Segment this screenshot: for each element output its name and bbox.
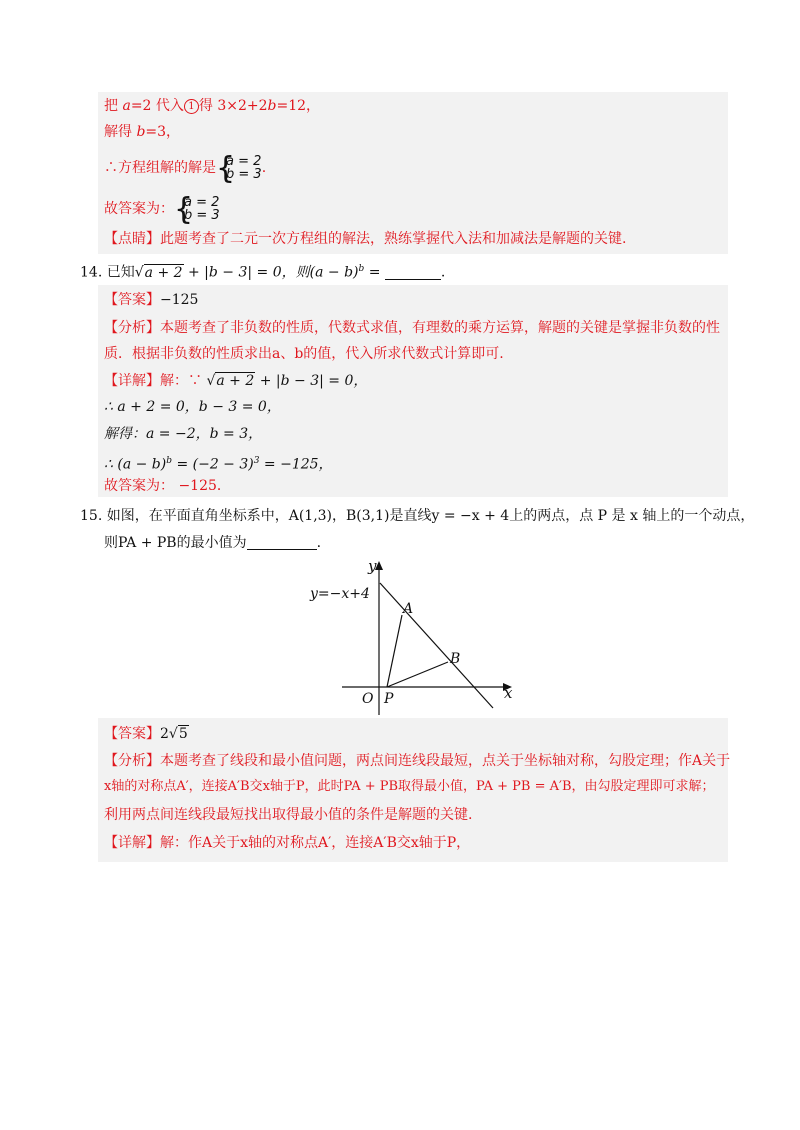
segment-PA <box>387 615 402 687</box>
origin-label: O <box>362 691 374 707</box>
block13-line2: 解得 b=3， <box>104 124 181 140</box>
question-15-line1: 15. 如图，在平面直角坐标系中，A(1,3)，B(3,1)是直线y = −x + 4上的两点，点 P 是 x 轴上的一个动点， <box>80 508 755 524</box>
y-axis-label: y <box>368 557 377 575</box>
line-label: y=−x+4 <box>310 586 370 602</box>
block14-detail-2: ∴ a + 2 = 0，b − 3 = 0， <box>104 399 281 415</box>
block13-dianjing: 【点睛】此题考查了二元一次方程组的解法，熟练掌握代入法和加减法是解题的关键. <box>104 231 627 247</box>
segment-PB <box>387 662 448 687</box>
block15-answer: 【答案】2√5 <box>104 726 188 742</box>
block15-analysis-1: 【分析】本题考查了线段和最小值问题，两点间连线段最短，点关于坐标轴对称，勾股定理；作A关于 <box>104 753 731 769</box>
block13-line1: 把 a=2 代入 1 得 3×2+2b=12， <box>104 98 321 114</box>
block14-detail-3: 解得：a = −2，b = 3， <box>104 426 263 442</box>
x-axis-label: x <box>504 684 513 702</box>
block14-final: 故答案为： −125． <box>104 478 231 494</box>
answer-blank <box>385 265 441 280</box>
block15-analysis-3: 利用两点间连线段最短找出取得最小值的条件是解题的关键. <box>104 807 473 823</box>
block15-analysis-2: x轴的对称点A′，连接A′B交x轴于P，此时PA + PB取得最小值，PA + PB = A′B，由勾股定理即可求解； <box>104 779 715 794</box>
block13-line4: 故答案为： { a = 2 b = 3 <box>104 192 220 227</box>
dianjing-tag: 【点睛】 <box>104 231 160 247</box>
line-y-neg-x-plus-4 <box>380 583 493 708</box>
question-14: 14. 已知√a + 2 + |b − 3| = 0，则$(a - b)^b$ = . <box>80 264 446 281</box>
circled-number: 1 <box>184 99 199 114</box>
point-B-label: B <box>450 651 461 667</box>
question-number: 15. <box>80 508 103 524</box>
point-A-label: A <box>403 601 414 617</box>
block14-answer: 【答案】−125 <box>104 292 199 308</box>
block15-detail-1: 【详解】解：作A关于x轴的对称点A′，连接A′B交x轴于P， <box>104 835 471 851</box>
block14-detail-4: ∴ $(a - b)^b = (-2 - 3)^3 = -125$， <box>104 456 333 473</box>
coordinate-figure <box>300 555 530 720</box>
block14-analysis-1: 【分析】本题考查了非负数的性质，代数式求值，有理数的乘方运算，解题的关键是掌握非负数的性 <box>104 320 720 336</box>
equation-system: { a = 2 b = 3 <box>216 151 262 186</box>
question-number: 14. <box>80 264 103 281</box>
equation-system: { a = 2 b = 3 <box>174 192 220 227</box>
block14-detail-1: 【详解】解：∵ √a + 2 + |b − 3| = 0， <box>104 373 368 389</box>
question-15-line2: 则PA + PB的最小值为 . <box>104 535 322 551</box>
block13-line3: ∴方程组解的解是 { a = 2 b = 3 . <box>104 151 267 186</box>
point-P-label: P <box>384 691 394 707</box>
answer-blank <box>247 535 317 550</box>
block14-analysis-2: 质．根据非负数的性质求出a、b的值，代入所求代数式计算即可. <box>104 346 504 362</box>
